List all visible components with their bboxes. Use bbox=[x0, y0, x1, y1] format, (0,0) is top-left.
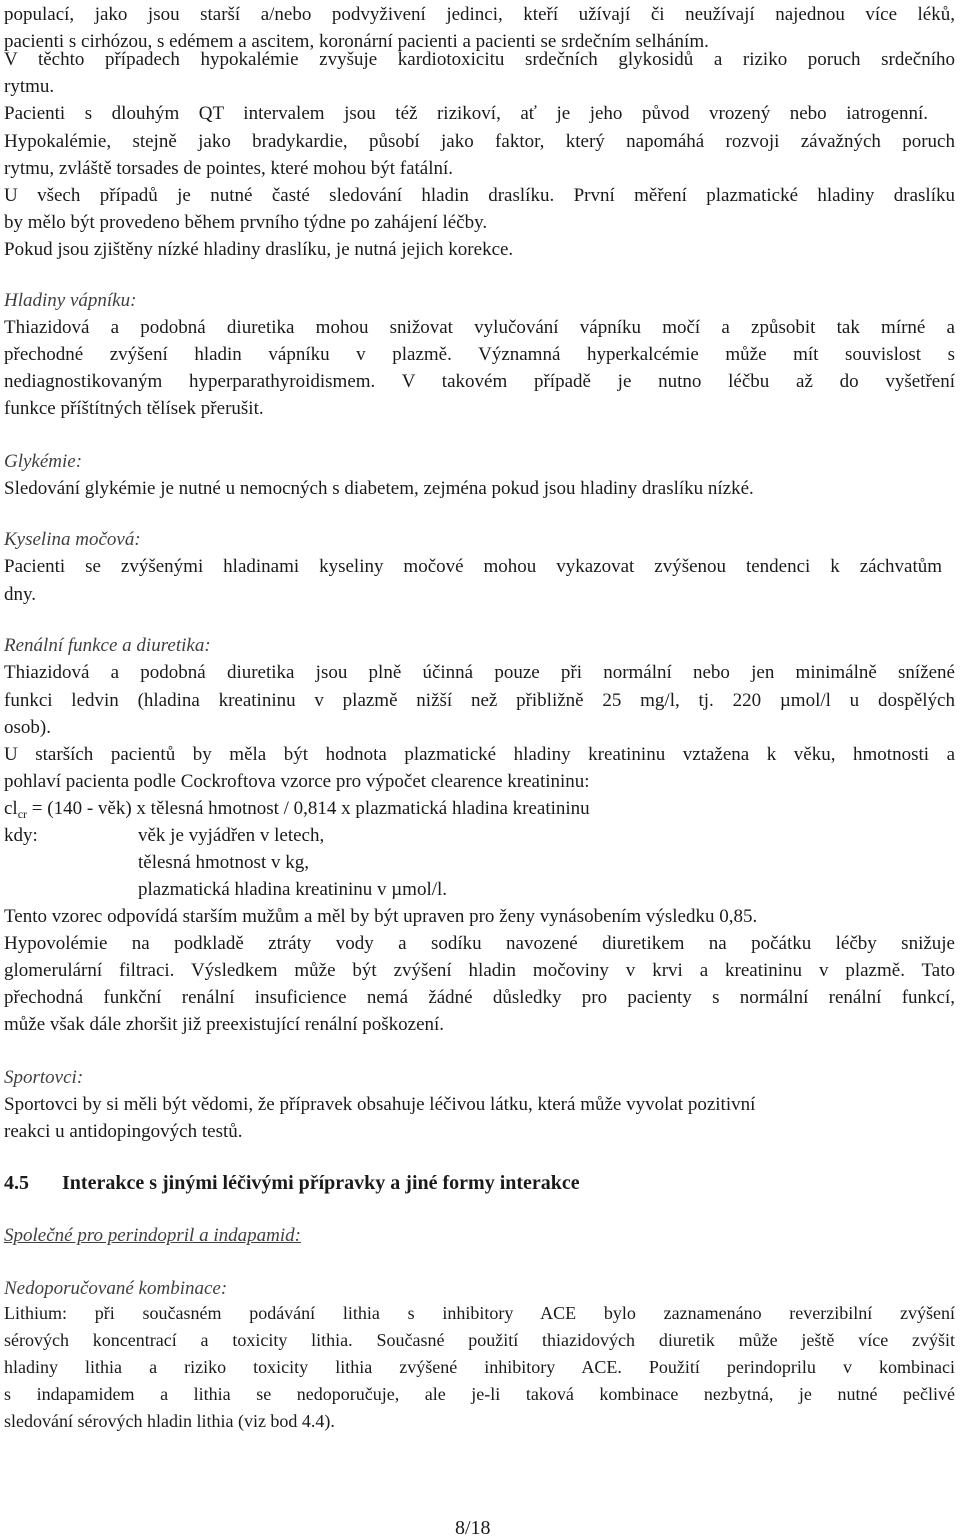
section-heading-athletes: Sportovci: bbox=[4, 1067, 84, 1088]
text-line: pacienti s cirhózou, s edémem a ascitem, koronární pacienti a pacienti se srdečním selháním. bbox=[4, 31, 709, 52]
text-line: Thiazidová a podobná diuretika jsou plně účinná pouze při normální nebo jen minimálně snížené bbox=[4, 662, 955, 683]
subheading-common: Společné pro perindopril a indapamid: bbox=[4, 1225, 301, 1246]
section-title-4-5 bbox=[4, 1173, 580, 1193]
text-line: Pokud jsou zjištěny nízké hladiny draslíku, je nutná jejich korekce. bbox=[4, 239, 514, 260]
subheading-not-recommended: Nedoporučované kombinace: bbox=[4, 1278, 228, 1299]
text-line: přechodná funkční renální insuficience nemá žádné důsledky pro pacienty s normální renální funkcí, bbox=[4, 987, 955, 1008]
text-line: dny. bbox=[4, 584, 37, 605]
text-line: pohlaví pacienta podle Cockroftova vzorce pro výpočet clearence kreatininu: bbox=[4, 771, 590, 792]
text-line: reakci u antidopingových testů. bbox=[4, 1121, 243, 1142]
text-line: funkci ledvin (hladina kreatininu v plazmě nižší než přibližně 25 mg/l, tj. 220 µmol/l u dospělých bbox=[4, 690, 955, 711]
cockcroft-formula bbox=[4, 799, 590, 820]
text-line: V těchto případech hypokalémie zvyšuje kardiotoxicitu srdečních glykosidů a riziko poruch srdečního bbox=[4, 49, 955, 70]
text-line: Lithium: při současném podávání lithia s inhibitory ACE bylo zaznamenáno reverzibilní zvýšení bbox=[4, 1303, 955, 1323]
formula-subscript: cr bbox=[17, 807, 28, 821]
section-heading-glycemia: Glykémie: bbox=[4, 451, 83, 472]
text-line: funkce příštítných tělísek přerušit. bbox=[4, 398, 264, 419]
formula-legend-label: kdy: bbox=[4, 825, 38, 846]
text-line: sérových koncentrací a toxicity lithia. Současné použití thiazidových diuretik může ještě více zvýšit bbox=[4, 1330, 955, 1350]
formula-legend-item: plazmatická hladina kreatininu v µmol/l. bbox=[138, 879, 448, 900]
text-line: by mělo být provedeno během prvního týdne po zahájení léčby. bbox=[4, 212, 488, 233]
text-line: nediagnostikovaným hyperparathyroidismem. V takovém případě je nutno léčbu až do vyšetření bbox=[4, 371, 955, 392]
text-line: s indapamidem a lithia se nedoporučuje, ale je-li taková kombinace nezbytná, je nutné pečlivé bbox=[4, 1384, 955, 1404]
page-number: 8/18 bbox=[455, 1517, 491, 1539]
text-line: může však dále zhoršit již preexistující renální poškození. bbox=[4, 1014, 445, 1035]
text-line: U starších pacientů by měla být hodnota plazmatické hladiny kreatininu vztažena k věku, hmotnosti a bbox=[4, 744, 955, 765]
text-line: Sportovci by si měli být vědomi, že přípravek obsahuje léčivou látku, která může vyvolat pozitivní bbox=[4, 1094, 756, 1115]
text-line: Thiazidová a podobná diuretika mohou snižovat vylučování vápníku močí a způsobit tak mírné a bbox=[4, 317, 955, 338]
text-line: přechodné zvýšení hladin vápníku v plazmě. Významná hyperkalcémie může mít souvislost s bbox=[4, 344, 955, 365]
formula-legend-row bbox=[4, 826, 324, 845]
text-line: Hypokalémie, stejně jako bradykardie, působí jako faktor, který napomáhá rozvoji závažných poruch bbox=[4, 131, 955, 152]
text-line: U všech případů je nutné časté sledování hladin draslíku. První měření plazmatické hladiny draslíku bbox=[4, 185, 955, 206]
text-line: Pacienti se zvýšenými hladinami kyseliny močové mohou vykazovat zvýšenou tendenci k záchvatům bbox=[4, 556, 942, 577]
text-line: osob). bbox=[4, 717, 51, 738]
formula-cl: cl bbox=[4, 798, 18, 819]
text-line: rytmu. bbox=[4, 76, 55, 97]
text-line: Pacienti s dlouhým QT intervalem jsou též rizikoví, ať je jeho původ vrozený nebo iatrogenní. bbox=[4, 103, 928, 124]
text-line: glomerulární filtraci. Výsledkem může být zvýšení hladin močoviny v krvi a kreatininu v plazmě. Tato bbox=[4, 960, 955, 981]
text-line: sledování sérových hladin lithia (viz bod 4.4). bbox=[4, 1411, 335, 1431]
section-number: 4.5 bbox=[4, 1172, 29, 1194]
formula-legend-item: věk je vyjádřen v letech, bbox=[138, 825, 325, 846]
section-title-text: Interakce s jinými léčivými přípravky a jiné formy interakce bbox=[62, 1172, 580, 1194]
formula-body: = (140 - věk) x tělesná hmotnost / 0,814 x plazmatická hladina kreatininu bbox=[27, 798, 590, 819]
text-line: Sledování glykémie je nutné u nemocných s diabetem, zejména pokud jsou hladiny draslíku nízké. bbox=[4, 478, 754, 499]
text-line: Hypovolémie na podkladě ztráty vody a sodíku navozené diuretikem na počátku léčby snižuje bbox=[4, 933, 955, 954]
document-page bbox=[4, 0, 956, 1537]
text-line: populací, jako jsou starší a/nebo podvyživení jedinci, kteří užívají či neužívají najednou více léků, bbox=[4, 4, 955, 25]
text-line: hladiny lithia a riziko toxicity lithia zvýšené inhibitory ACE. Použití perindoprilu v kombinaci bbox=[4, 1357, 955, 1377]
text-line: rytmu, zvláště torsades de pointes, které mohou být fatální. bbox=[4, 158, 454, 179]
text-line: Tento vzorec odpovídá starším mužům a měl by být upraven pro ženy vynásobením výsledku 0,85. bbox=[4, 906, 758, 927]
section-heading-calcium: Hladiny vápníku: bbox=[4, 290, 137, 311]
section-heading-uric-acid: Kyselina močová: bbox=[4, 529, 141, 550]
section-heading-renal: Renální funkce a diuretika: bbox=[4, 635, 211, 656]
formula-legend-item: tělesná hmotnost v kg, bbox=[138, 852, 309, 873]
